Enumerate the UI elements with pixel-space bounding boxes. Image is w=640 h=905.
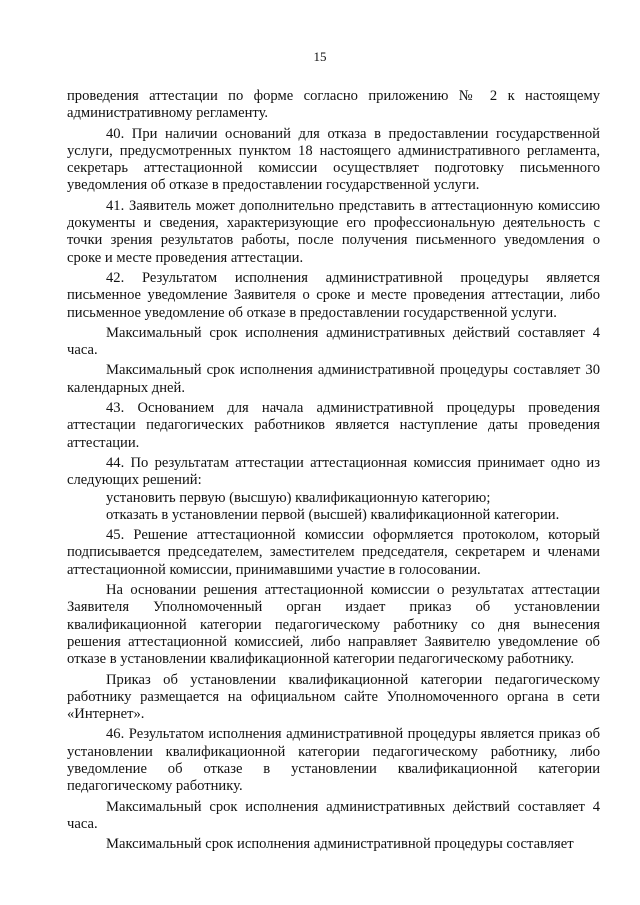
paragraph-42: 42. Результатом исполнения административной процедуры является письменное уведомление Заявителя о сроке и месте проведения аттестации, либо письменное уведомление об отказе в предоставлении государственной услуги. bbox=[67, 269, 600, 321]
decision-option-2: отказать в установлении первой (высшей) квалификационной категории. bbox=[106, 506, 560, 523]
document-body bbox=[67, 88, 600, 856]
paragraph-max-procedure-time-2: Максимальный срок исполнения административной процедуры составляет bbox=[106, 836, 574, 853]
paragraph-44: 44. По результатам аттестации аттестационная комиссия принимает одно из следующих решений: bbox=[67, 454, 600, 489]
paragraph-continuation: проведения аттестации по форме согласно приложению № 2 к настоящему административному регламенту. bbox=[67, 88, 600, 122]
paragraph-order-basis: На основании решения аттестационной комиссии о результатах аттестации Заявителя Уполномоченный орган издает приказ об установлении квалификационной категории педагогическому работнику со дня вынесения решения аттестационной комиссией, либо направляет Заявителю уведомление об отказе в установлении квалификационной категории педагогическому работнику. bbox=[67, 582, 600, 668]
paragraph-max-procedure-time: Максимальный срок исполнения административной процедуры составляет 30 календарных дней. bbox=[67, 362, 600, 396]
paragraph-max-actions-time: Максимальный срок исполнения административных действий составляет 4 часа. bbox=[67, 324, 600, 359]
paragraph-46: 46. Результатом исполнения административной процедуры является приказ об установлении квалификационной категории педагогическому работнику, либо уведомление об отказе в установлении квалификационной категории педагогическому работнику. bbox=[67, 726, 600, 795]
paragraph-41: 41. Заявитель может дополнительно представить в аттестационную комиссию документы и сведения, характеризующие его профессиональную деятельность с точки зрения результатов работы, после получения письменного уведомления о сроке и месте проведения аттестации. bbox=[67, 197, 600, 266]
paragraph-45: 45. Решение аттестационной комиссии оформляется протоколом, который подписывается председателем, заместителем председателя, секретарем и членами аттестационной комиссии, принимавшими участие в голосовании. bbox=[67, 527, 600, 578]
page-number: 15 bbox=[313, 49, 327, 64]
paragraph-43: 43. Основанием для начала административной процедуры проведения аттестации педагогических работников является наступление даты проведения аттестации. bbox=[67, 400, 600, 451]
paragraph-40: 40. При наличии оснований для отказа в предоставлении государственной услуги, предусмотренных пунктом 18 настоящего административного регламента, секретарь аттестационной комиссии осуществляет подготовку письменного уведомления об отказе в предоставлении государственной услуги. bbox=[67, 125, 600, 194]
decision-option-1: установить первую (высшую) квалификационную категорию; bbox=[106, 489, 491, 506]
paragraph-max-actions-time-2: Максимальный срок исполнения административных действий составляет 4 часа. bbox=[67, 798, 600, 832]
paragraph-order-publication: Приказ об установлении квалификационной категории педагогическому работнику размещается на официальном сайте Уполномоченного органа в сети «Интернет». bbox=[67, 671, 600, 723]
